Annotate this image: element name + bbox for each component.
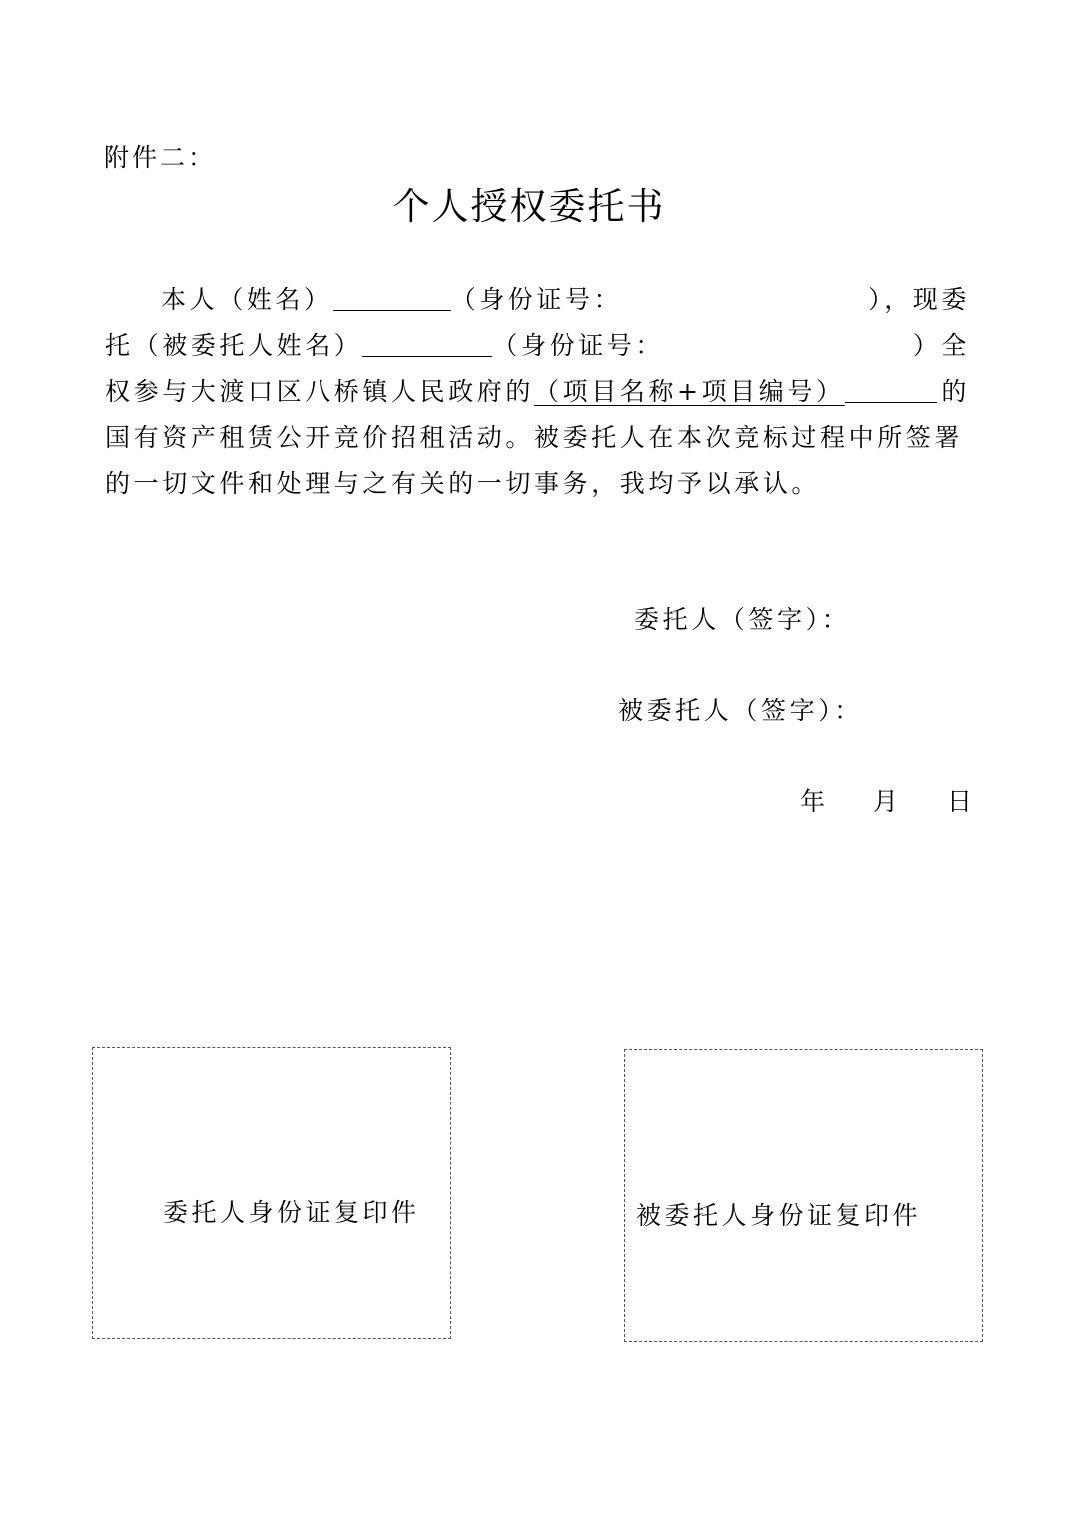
agent-id-prefix: （身份证号：: [492, 331, 665, 360]
date-year-label: 年: [800, 787, 829, 816]
line3-suffix: 的: [941, 377, 970, 406]
principal-id-prefix: （身份证号：: [450, 285, 623, 314]
attachment-label: 附件二：: [104, 143, 217, 172]
line1-suffix: ），现委: [868, 285, 970, 314]
body-line-1: [105, 277, 970, 323]
document-title: 个人授权委托书: [392, 185, 666, 228]
principal-id-copy-box: [92, 1047, 451, 1339]
project-name-blank[interactable]: [845, 378, 938, 403]
line2-suffix: ）全: [912, 331, 970, 360]
agent-name-prefix: 托（被委托人姓名）: [105, 331, 363, 360]
body-line-5: [105, 461, 970, 507]
agent-id-copy-box: [624, 1049, 983, 1342]
principal-id-copy-label: 委托人身份证复印件: [163, 1198, 420, 1227]
line3-prefix: 权参与大渡口区八桥镇人民政府的: [105, 377, 535, 406]
principal-name-prefix: 本人（姓名）: [161, 285, 333, 314]
body-line-2: [105, 323, 970, 369]
project-name-field[interactable]: （项目名称+项目编号）: [534, 377, 845, 406]
date-day-label: 日: [947, 787, 976, 816]
principal-name-blank[interactable]: [333, 286, 451, 311]
body-line-3: [105, 369, 970, 415]
line4-text: 国有资产租赁公开竞价招租活动。被委托人在本次竞标过程中所签署: [105, 423, 964, 452]
agent-signature-label: 被委托人（签字）：: [618, 696, 863, 725]
agent-name-blank[interactable]: [362, 332, 492, 357]
line5-text: 的一切文件和处理与之有关的一切事务，我均予以承认。: [105, 469, 821, 498]
body-line-4: [105, 415, 970, 461]
date-month-label: 月: [873, 787, 902, 816]
agent-id-copy-label: 被委托人身份证复印件: [636, 1201, 922, 1230]
principal-signature-label: 委托人（签字）：: [634, 605, 851, 634]
